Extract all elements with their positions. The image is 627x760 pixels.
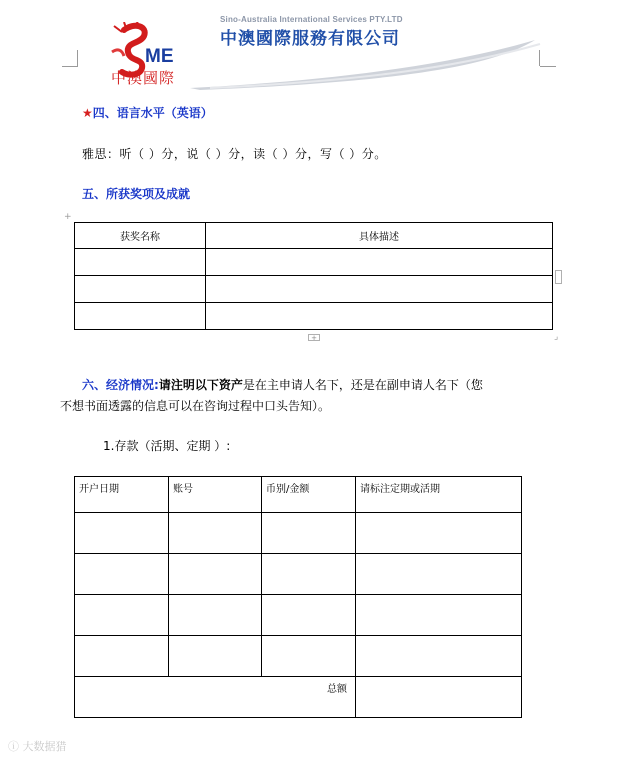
company-name-english: Sino-Australia International Services PTY.LTD bbox=[220, 15, 403, 24]
section-6-text-line1: 是在主申请人名下，还是在副申请人名下（您 bbox=[242, 378, 483, 392]
table-row bbox=[75, 276, 553, 303]
crop-mark-top-left-v bbox=[77, 50, 78, 66]
deposit-cell[interactable] bbox=[75, 554, 169, 595]
deposit-heading: 1.存款（活期、定期 ）: bbox=[103, 439, 231, 453]
deposit-cell[interactable] bbox=[356, 554, 522, 595]
deposit-column-currency-amount: 币别/金额 bbox=[262, 477, 356, 513]
watermark bbox=[8, 738, 67, 754]
crop-mark-top-right-v bbox=[539, 50, 540, 66]
table-row bbox=[75, 303, 553, 330]
awards-table-header bbox=[75, 223, 553, 249]
add-column-handle-icon[interactable] bbox=[555, 270, 562, 284]
deposit-column-fixed-or-current: 请标注定期或活期 bbox=[356, 477, 522, 513]
awards-cell[interactable] bbox=[206, 303, 553, 330]
awards-column-name: 获奖名称 bbox=[75, 223, 206, 249]
deposit-cell[interactable] bbox=[169, 513, 262, 554]
deposit-cell[interactable] bbox=[169, 554, 262, 595]
awards-cell[interactable] bbox=[75, 276, 206, 303]
watermark-text: 大数据猎 bbox=[22, 740, 67, 753]
deposit-cell[interactable] bbox=[169, 636, 262, 677]
deposit-table bbox=[74, 476, 522, 718]
deposit-total-row bbox=[75, 677, 522, 718]
section-6-paragraph bbox=[60, 375, 560, 417]
deposit-cell[interactable] bbox=[262, 554, 356, 595]
company-name-chinese: 中澳國際服務有限公司 bbox=[220, 29, 400, 49]
logo-chinese-text: 中澳國際 bbox=[111, 69, 176, 87]
awards-cell[interactable] bbox=[75, 303, 206, 330]
deposit-table-header bbox=[75, 477, 522, 513]
deposit-column-account: 账号 bbox=[169, 477, 262, 513]
letterhead bbox=[0, 0, 627, 92]
add-row-handle-icon[interactable]: + bbox=[308, 334, 320, 341]
table-resize-handle-icon[interactable]: ⌟ bbox=[554, 332, 559, 342]
deposit-cell[interactable] bbox=[356, 595, 522, 636]
section-6-emphasis: 请注明以下资产 bbox=[158, 378, 243, 392]
section-6-title: 六、经济情况: bbox=[82, 378, 159, 392]
deposit-cell[interactable] bbox=[75, 595, 169, 636]
table-row bbox=[75, 636, 522, 677]
deposit-cell[interactable] bbox=[75, 636, 169, 677]
table-row bbox=[75, 595, 522, 636]
crop-mark-top-right bbox=[540, 66, 556, 67]
ielts-score-line: 雅思：听（ ）分，说（ ）分，读（ ）分，写（ ）分。 bbox=[82, 147, 387, 161]
table-move-handle-icon[interactable]: + bbox=[64, 212, 72, 222]
section-4-title: 四、语言水平（英语） bbox=[92, 106, 213, 120]
star-icon: ★ bbox=[82, 106, 93, 120]
awards-cell[interactable] bbox=[206, 276, 553, 303]
deposit-cell[interactable] bbox=[262, 513, 356, 554]
deposit-total-label: 总额 bbox=[75, 677, 356, 718]
deposit-cell[interactable] bbox=[356, 636, 522, 677]
awards-table bbox=[74, 222, 553, 330]
deposit-cell[interactable] bbox=[356, 513, 522, 554]
section-5-heading: 五、所获奖项及成就 bbox=[82, 187, 191, 201]
deposit-total-cell[interactable] bbox=[356, 677, 522, 718]
table-row bbox=[75, 554, 522, 595]
awards-cell[interactable] bbox=[206, 249, 553, 276]
section-4-heading bbox=[82, 104, 213, 121]
awards-cell[interactable] bbox=[75, 249, 206, 276]
deposit-column-open-date: 开户日期 bbox=[75, 477, 169, 513]
logo-text: ME bbox=[145, 46, 174, 67]
table-row bbox=[75, 513, 522, 554]
deposit-cell[interactable] bbox=[262, 595, 356, 636]
awards-column-description: 具体描述 bbox=[206, 223, 553, 249]
header-swoosh-decoration bbox=[190, 38, 550, 90]
section-6-text-line2: 不想书面透露的信息可以在咨询过程中口头告知）。 bbox=[60, 399, 331, 413]
deposit-cell[interactable] bbox=[169, 595, 262, 636]
table-row bbox=[75, 249, 553, 276]
watermark-icon: ⓘ bbox=[8, 740, 23, 753]
deposit-cell[interactable] bbox=[75, 513, 169, 554]
deposit-cell[interactable] bbox=[262, 636, 356, 677]
crop-mark-top-left bbox=[62, 66, 78, 67]
